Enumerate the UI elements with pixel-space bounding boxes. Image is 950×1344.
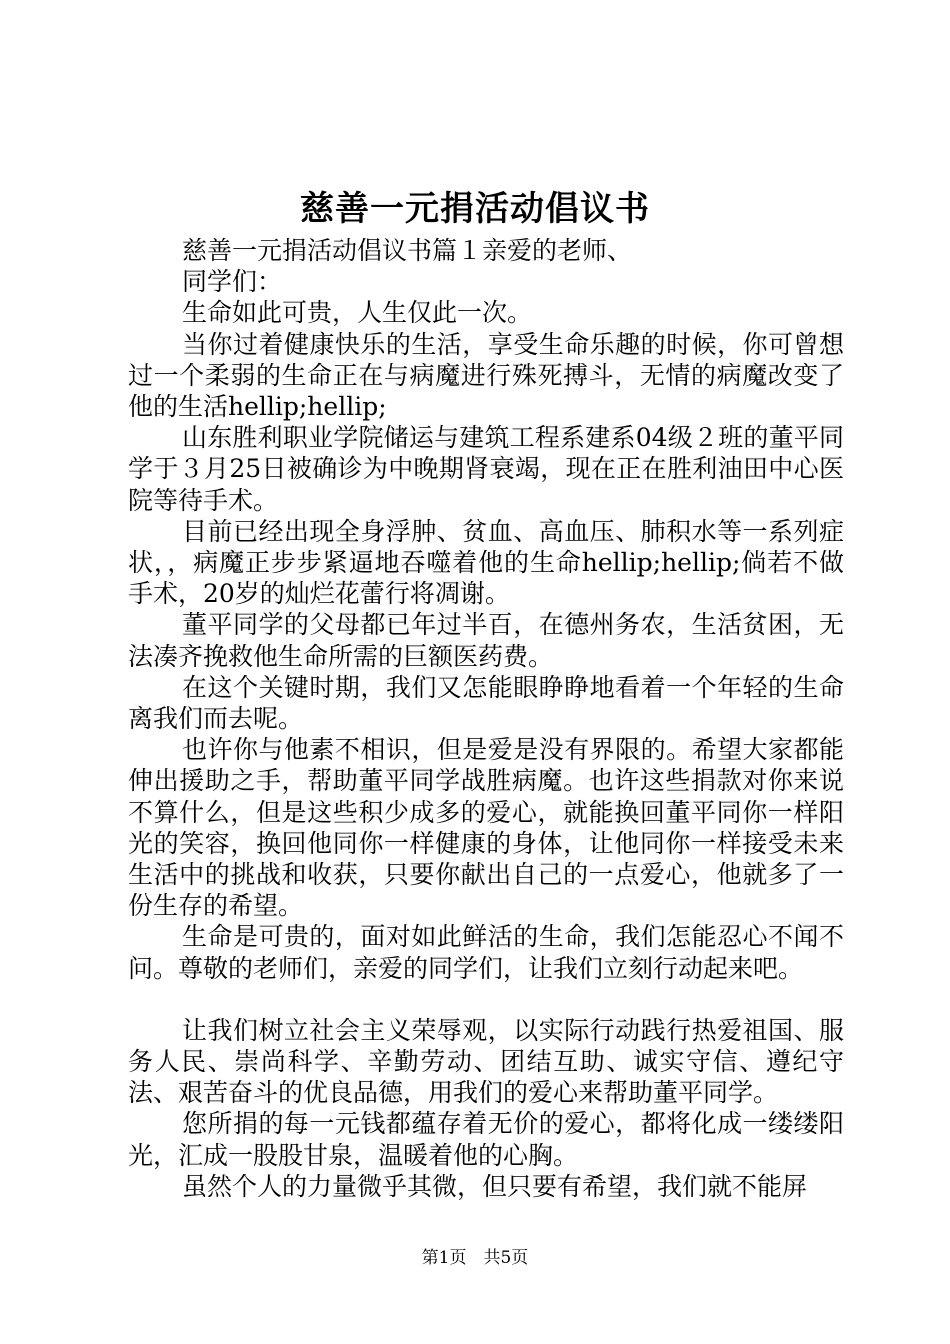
paragraph-13: 虽然个人的力量微乎其微，但只要有希望，我们就不能屏 (182, 1171, 808, 1201)
paragraph-3: 生命如此可贵，人生仅此一次。 (182, 298, 533, 328)
paragraph-11: 让我们树立社会主义荣辱观，以实际行动践行热爱祖国、服务人民、崇尚科学、辛勤劳动、团结互助、诚实守信、遵纪守法、艰苦奋斗的优良品德，用我们的爱心来帮助董平同学。 (128, 1015, 844, 1108)
paragraph-5: 山东胜利职业学院储运与建筑工程系建系04级２班的董平同学于３月25日被确诊为中晚期肾衰竭，现在正在胜利油田中心医院等待手术。 (128, 423, 844, 515)
paragraph-8: 在这个关键时期，我们又怎能眼睁睁地看着一个年轻的生命离我们而去呢。 (128, 672, 844, 734)
document-title: 慈善一元捐活动倡议书 (300, 189, 650, 229)
paragraph-6: 目前已经出现全身浮肿、贫血、高血压、肺积水等一系列症状，，病魔正步步紧逼地吞噬着他的生命hellip;hellip;倘若不做手术，20岁的灿烂花蕾行将凋谢。 (128, 516, 844, 609)
page-number-footer: 第1页 共5页 (421, 1248, 529, 1268)
paragraph-4: 当你过着健康快乐的生活，享受生命乐趣的时候，你可曾想过一个柔弱的生命正在与病魔进行殊死搏斗，无情的病魔改变了他的生活hellip;hellip; (128, 329, 844, 422)
paragraph-12: 您所捐的每一元钱都蕴存着无价的爱心，都将化成一缕缕阳光，汇成一股股甘泉，温暖着他的心胸。 (128, 1109, 844, 1170)
paragraph-1: 慈善一元捐活动倡议书篇１亲爱的老师、 (182, 236, 633, 265)
paragraph-9: 也许你与他素不相识，但是爱是没有界限的。希望大家都能伸出援助之手，帮助董平同学战胜病魔。也许这些捐款对你来说不算什么，但是这些积少成多的爱心，就能换回董平同你一样阳光的笑容，换回他同你一样健康的身体，让他同你一样接受未来生活中的挑战和收获，只要你献出自己的一点爱心，他就多了一份生存的希望。 (128, 735, 844, 921)
document-body (128, 235, 844, 1202)
paragraph-10: 生命是可贵的，面对如此鲜活的生命，我们怎能忍心不闻不问。尊敬的老师们，亲爱的同学们，让我们立刻行动起来吧。 (128, 922, 844, 983)
paragraph-7: 董平同学的父母都已年过半百，在德州务农，生活贫困，无法凑齐挽救他生命所需的巨额医药费。 (128, 610, 844, 671)
paragraph-2: 同学们： (182, 267, 283, 297)
